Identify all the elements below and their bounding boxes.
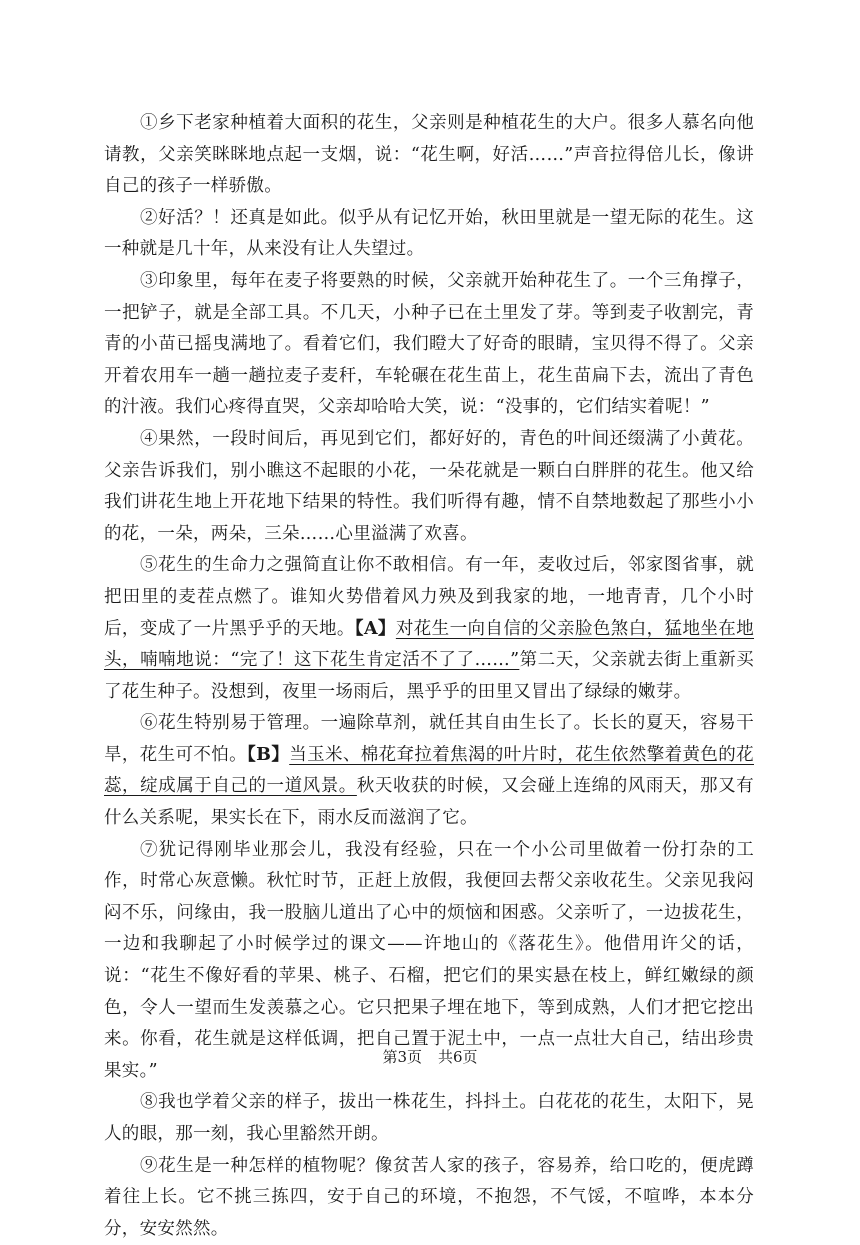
underlined-sentence: 对花生一向自信的父亲脸色煞白，猛地坐在地头，喃喃地说：“完了！这下花生肯定活不了了……” <box>104 618 755 671</box>
text-run: ⑨花生是一种怎样的植物呢？像贫苦人家的孩子，容易养，给口吃的，便虎蹲着往上长。它不挑三拣四，安于自己的环境，不抱怨，不气馁，不喧哗，本本分分，安安然然。 <box>104 1155 754 1239</box>
paragraph-5 <box>104 550 754 708</box>
text-run: ③印象里，每年在麦子将要熟的时候，父亲就开始种花生了。一个三角撑子，一把铲子，就是全部工具。不几天，小种子已在土里发了芽。等到麦子收割完，青青的小苗已摇曳满地了。看着它们，我们瞪大了好奇的眼睛，宝贝得不得了。父亲开着农用车一趟一趟拉麦子麦秆，车轮碾在花生苗上，花生苗扁下去，流出了青色的汁液。我们心疼得直哭，父亲却哈哈大笑，说：“没事的，它们结实着呢！” <box>104 270 754 418</box>
page-footer <box>0 1046 860 1067</box>
page-number: 第3页 <box>382 1048 422 1066</box>
text-run: ②好活？！还真是如此。似乎从有记忆开始，秋田里就是一望无际的花生。这一种就是几十年，从来没有让人失望过。 <box>104 207 754 260</box>
paragraph-4 <box>104 424 754 550</box>
text-run: ⑤花生的生命力之强简直让你不敢相信。有一年，麦收过后，邻家图省事，就把田里的麦茬点燃了。谁知火势借着风力殃及到我家的地，一地青青，几个小时后，变成了一片黑乎乎的天地。 <box>104 555 754 639</box>
text-run: 秋天收获的时候，又会碰上连绵的风雨天，那又有什么关系呢，果实长在下，雨水反而滋润了它。 <box>104 776 754 829</box>
paragraph-2 <box>104 203 754 266</box>
paragraph-1 <box>104 108 754 203</box>
text-run: ⑥花生特别易于管理。一遍除草剂，就任其自由生长了。长长的夏天，容易干旱，花生可不怕。 <box>104 713 754 765</box>
paragraph-6 <box>104 708 754 834</box>
text-run: 第二天，父亲就去街上重新买了花生种子。没想到，夜里一场雨后，黑乎乎的田里又冒出了绿绿的嫩芽。 <box>104 650 754 702</box>
text-run: ⑧我也学着父亲的样子，拔出一株花生，抖抖土。白花花的花生，太阳下，晃人的眼，那一刻，我心里豁然开朗。 <box>104 1092 754 1144</box>
text-run: ⑦犹记得刚毕业那会儿，我没有经验，只在一个小公司里做着一份打杂的工作，时常心灰意懒。秋忙时节，正赶上放假，我便回去帮父亲收花生。父亲见我闷闷不乐，问缘由，我一股脑儿道出了心中的烦恼和困惑。父亲听了，一边拔花生，一边和我聊起了小时候学过的课文——许地山的《落花生》。他借用许父的话，说：“花生不像好看的苹果、桃子、石榴，把它们的果实悬在枝上，鲜红嫩绿的颜色，令人一望而生发羡慕之心。它只把果子埋在地下，等到成熟，人们才把它挖出来。你看，花生就是这样低调，把自己置于泥土中，一点一点壮大自己，结出珍贵果实。” <box>104 839 754 1081</box>
question-marker: 【B】 <box>247 744 290 765</box>
paragraph-3 <box>104 266 754 424</box>
underlined-sentence: 当玉米、棉花耷拉着焦渴的叶片时，花生依然擎着黄色的花蕊，绽成属于自己的一道风景。 <box>104 744 754 797</box>
text-run: ①乡下老家种植着大面积的花生，父亲则是种植花生的大户。很多人慕名向他请教，父亲笑眯眯地点起一支烟，说：“花生啊，好活……”声音拉得倍儿长，像讲自己的孩子一样骄傲。 <box>104 113 754 197</box>
question-marker: 【A】 <box>354 618 396 639</box>
article-body <box>104 108 754 1245</box>
page-total: 共6页 <box>438 1048 478 1066</box>
paragraph-9 <box>104 1151 754 1245</box>
text-run: ④果然，一段时间后，再见到它们，都好好的，青色的叶间还缀满了小黄花。父亲告诉我们，别小瞧这不起眼的小花，一朵花就是一颗白白胖胖的花生。他又给我们讲花生地上开花地下结果的特性。我们听得有趣，情不自禁地数起了那些小小的花，一朵，两朵，三朵……心里溢满了欢喜。 <box>104 428 754 544</box>
paragraph-8 <box>104 1087 754 1150</box>
